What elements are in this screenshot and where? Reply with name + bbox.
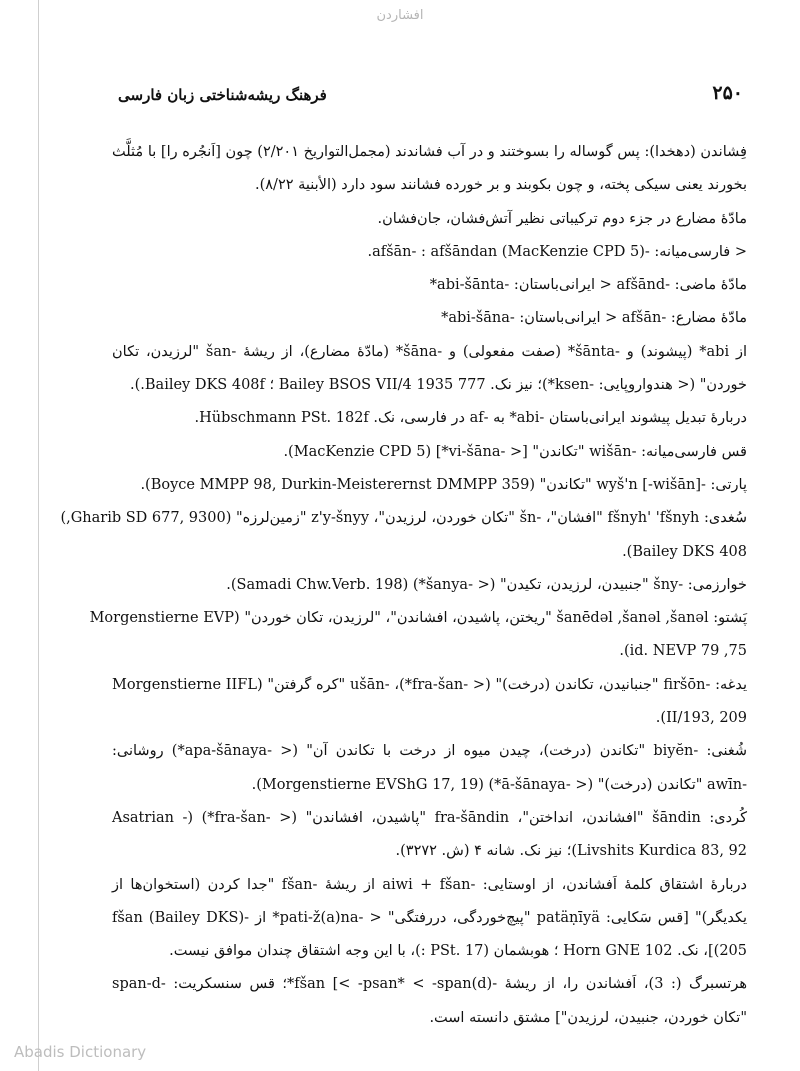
text-line: Bailey DKS 408). xyxy=(622,543,747,560)
text-line: < فارسی‌میانه: -afšān- : afšāndan (MacKenzie CPD 5). xyxy=(367,243,747,260)
text-line: یدغه: -firšōn "جنبانیدن، تکاندن (درخت)" (< -fra-šan*)، -ušān "کره گرفتن" (Morgenstierne IIFL xyxy=(112,676,747,693)
text-line: مادّهٔ مضارع در جزء دوم ترکیباتی نظیر آتش‌فشان، جان‌فشان. xyxy=(377,210,747,227)
page-edge-rule xyxy=(38,0,39,1071)
text-line: دربارهٔ تبدیل پیشوند ایرانی‌باستان -abi* به -af در فارسی، نک. Hübschmann PSt. 182f. xyxy=(194,410,747,427)
text-line: هرتسبرگ (: 3)، اَفشاندن را، از ریشهٔ -fšan [< -psan* < -span(d)*؛ قس سنسکریت: -span-d xyxy=(112,976,747,993)
text-line: خوردن" (< هندواروپایی: -ksen*)؛ نیز نک. Bailey BSOS VII/4 1935 777 ؛ Bailey DKS 408f.). xyxy=(130,377,747,394)
text-line: سُغدی: fšnyh' 'fšnyh "افشان"، -šn "تکان خوردن، لرزیدن"، z'y-šnyy "زمین‌لرزه" (Gharib SD 677, 9300,) xyxy=(60,510,747,527)
text-line: پَشتو: šanēdəl ,šanəl ,šanəl "ریختن، پاشیدن، افشاندن"، "لرزیدن، تکان خوردن" (Morgenstierne EVP xyxy=(89,610,747,627)
word-title: افشاردن xyxy=(376,8,424,23)
text-line: مادّهٔ مضارع: -afšān < ایرانی‌باستان: -abi-šāna* xyxy=(441,310,747,327)
text-line: خوارزمی: -šny "جنبیدن، لرزیدن، تکیدن" (< -šanya*) (Samadi Chw.Verb. 198). xyxy=(226,576,747,593)
text-line: پارتی: -[wišān-] wyš'n "تکاندن" (Boyce MMPP 98, Durkin-Meisterernst DMMPP 359). xyxy=(140,476,747,493)
text-line: از abi* (پیشوند) و -šānta* (صفت مفعولی) و -šāna* (مادّهٔ مضارع)، از ریشهٔ -šan "لرزیدن، تکان xyxy=(112,343,747,360)
page-number: ۲۵۰ xyxy=(712,82,743,104)
text-line: -awīn "تکاندن (درخت)" (< -ā-šānaya*) (Morgenstierne EVShG 17, 19). xyxy=(251,776,747,793)
text-line: فِشاندن (دهخدا): پس گوساله را بسوختند و در آب فشاندند (مجمل‌التواریخ ۲/۲۰۱) چون [اَنجُره را] با مُثلَّث xyxy=(112,144,747,160)
text-line: II/193, 209). xyxy=(655,710,747,727)
text-line: یکدیگر)" [قس سَکایی: patäṇīyä "پیچ‌خوردگی، دررفتگی" < -pati-ž(a)na* از -fšan (Bailey DKS) xyxy=(112,909,747,926)
book-title: فرهنگ ریشه‌شناختی زبان فارسی xyxy=(118,86,327,104)
text-line: کُردی: šāndin "افشاندن، انداختن"، fra-šāndin "پاشیدن، افشاندن" (< -fra-šan*) (- Asatrian xyxy=(112,809,747,826)
text-line: "تکان خوردن، جنبیدن، لرزیدن"] مشتق دانسته است. xyxy=(429,1009,747,1026)
entry-body xyxy=(60,136,747,1035)
text-line: دربارهٔ اشتقاق کلمهٔ اَفشاندن، از اوستایی: -aiwi + fšan از ریشهٔ -fšan "جدا کردن (استخوان‌ها از xyxy=(112,876,747,893)
text-line: Livshits Kurdica 83, 92)؛ نیز نک. شانه ۴ (ش. ۳۲۷۲). xyxy=(395,843,747,860)
text-line: بخورند یعنی سیکی پخته، و چون بکوبند و بر خورده فشانند سود دارد (الأبنیة ۸/۲۲). xyxy=(254,177,747,194)
text-line: 75, id. NEVP 79). xyxy=(619,643,747,660)
watermark: Abadis Dictionary xyxy=(14,1043,147,1061)
text-line: 205)]، نک. Horn GNE 102 ؛ هوبشمان (PSt. 17 :)، با این وجه اشتقاق چندان موافق نیست. xyxy=(169,943,747,960)
text-line: قس فارسی‌میانه: -wišān "تکاندن" [< -vi-šāna*] (MacKenzie CPD 5). xyxy=(283,443,747,460)
text-line: شُغنی: -biyĕn "تکاندن (درخت)، چیدن میوه از درخت با تکاندن آن" (< -apa-šānaya*) روشانی: xyxy=(112,743,747,760)
running-header xyxy=(118,82,743,110)
text-line: مادّهٔ ماضی: -afšānd < ایرانی‌باستان: -abi-šānta* xyxy=(429,277,747,294)
